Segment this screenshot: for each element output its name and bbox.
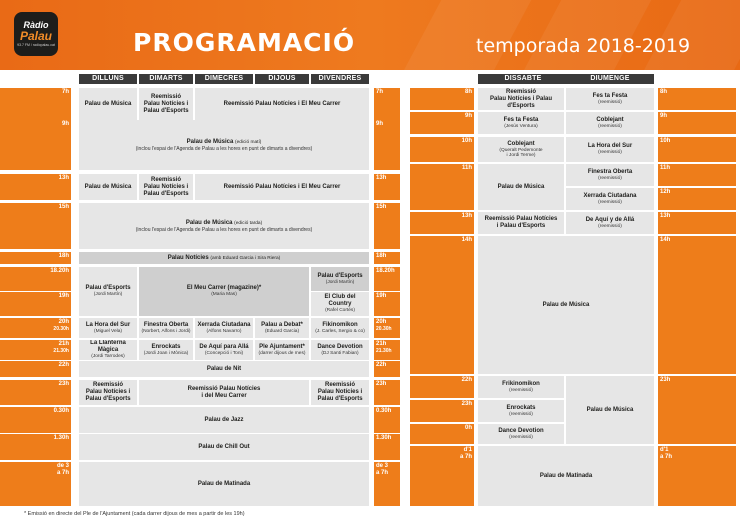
time-slot-22h-right: 22h (374, 361, 400, 377)
time-slot-21h: 21h 21.30h (0, 340, 71, 360)
time-slot-23h-right: 23h (658, 376, 736, 444)
time-slot-10h: 10h (410, 137, 474, 162)
program-reemissio-noticies-carrer: Reemissió Palau Notícies i del Meu Carrer (139, 380, 309, 405)
time-slot-15h-right: 15h (374, 203, 400, 249)
time-slot-1h: d'1 a 7h (410, 446, 474, 506)
time-slot-22h: 22h (0, 361, 71, 377)
program-finestra-oberta: Finestra Oberta (Norbert, Alfons i Jordi) (139, 318, 193, 338)
time-slot-13h: 13h (410, 212, 474, 234)
time-slot-18h: 18h (0, 252, 71, 264)
time-slot-23h: 23h (0, 380, 71, 405)
weekend-schedule (406, 72, 740, 508)
time-slot-13h: 13h (0, 174, 71, 200)
program-palau-d-esports: Palau d'Esports (Jordi Martín) (311, 267, 369, 291)
program-finestra-oberta: Finestra Oberta (reemissió) (566, 164, 654, 186)
time-slot-3h: de 3 a 7h (0, 462, 71, 506)
program-frikinomikon: Frikinomikon (reemissió) (478, 376, 564, 398)
logo-line-3: 93.7 FM / radiopalau.cat (17, 42, 55, 47)
program-palau-de-musica-tarda: Palau de Música (edició tarda) (inclou l'espai de l'Agenda de Palau a les hores en punt de dimarts a divendres) (79, 203, 369, 249)
radio-palau-logo (14, 12, 58, 56)
time-slot-23h-right: 23h (374, 380, 400, 405)
program-reemissio-noticies-esports: Reemissió Palau Notícies i Palau d'Esports (311, 380, 369, 405)
time-slot-030h: 0.30h (0, 407, 71, 433)
time-slot-8h: 8h (410, 88, 474, 110)
program-dance-devotion: Dance Devotion (DJ Santi Fabian) (311, 340, 369, 360)
program-palau-de-musica: Palau de Música (478, 164, 564, 210)
program-palau-de-nit: Palau de Nit (79, 361, 369, 377)
program-la-hora-del-sur: La Hora del Sur (reemissió) (566, 137, 654, 162)
time-slot-11h-right: 11h (658, 164, 736, 186)
time-slot-23h: 23h (410, 400, 474, 422)
time-slot-9h: 9h (410, 112, 474, 134)
program-palau-de-matinada: Palau de Matinada (79, 462, 369, 506)
time-slot-22h: 22h (410, 376, 474, 398)
program-reemissio-noticies-esports: Reemissió Palau Notícies i Palau d'Esports (139, 174, 193, 200)
program-de-aqui-para-alla: De Aquí para Allá (Concepció i Toni) (195, 340, 253, 360)
page-title: PROGRAMACIÓ (133, 28, 356, 57)
program-dance-devotion: Dance Devotion (reemissió) (478, 424, 564, 444)
time-slot-20h-right: 20h 20.30h (374, 318, 400, 338)
time-slot-030h-right: 0.30h (374, 407, 400, 433)
program-fes-ta-festa: Fes ta Festa (Jesús Ventura) (478, 112, 564, 134)
program-reemissio-noticies-esports: Reemissió Palau Notícies i Palau d'Esports (139, 88, 193, 120)
program-palau-de-musica-mati: Palau de Música (edició matí) (inclou l'espai de l'Agenda de Palau a les hores en punt de dimarts a divendres) (79, 120, 369, 170)
program-reemissio-noticies-carrer: Reemissió Palau Notícies i El Meu Carrer (195, 88, 369, 120)
time-slot-9h-right: 9h (374, 120, 400, 170)
program-coblejant: Coblejant (Queralt Pedemonte i Jordi Terme) (478, 137, 564, 162)
program-el-club-del-country: El Club del Country (Rafel Cortés) (311, 292, 369, 316)
program-reemissio-noticies-esports: Reemissió Palau Notícies i Palau d'Esports (79, 380, 137, 405)
time-slot-1h-right: d'1 a 7h (658, 446, 736, 506)
day-header-monday: DILLUNS (79, 74, 137, 84)
time-slot-3h-right: de 3 a 7h (374, 462, 400, 506)
time-slot-7h-right: 7h (374, 88, 400, 120)
time-slot-1820h-right: 18.20h (374, 267, 400, 291)
time-slot-10h-right: 10h (658, 137, 736, 162)
time-slot-18h-right: 18h (374, 252, 400, 264)
logo-line-1: Ràdio (23, 19, 49, 30)
time-slot-13h-right: 13h (658, 212, 736, 234)
program-enrockats: Enrockats (reemissió) (478, 400, 564, 422)
day-header-sunday: DIUMENGE (566, 74, 654, 84)
time-slot-130h-right: 1.30h (374, 434, 400, 460)
program-reemissio-noticies-carrer: Reemissió Palau Notícies i El Meu Carrer (195, 174, 369, 200)
program-ple-ajuntament: Ple Ajuntament* (darrer dijous de mes) (255, 340, 309, 360)
time-slot-0h: 0h (410, 424, 474, 444)
logo-line-2: Palau (19, 28, 52, 43)
program-palau-de-jazz: Palau de Jazz (79, 407, 369, 433)
header-banner (0, 0, 740, 70)
program-palau-d-esports: Palau d'Esports (Jordi Martín) (79, 267, 137, 316)
day-header-wednesday: DIMECRES (195, 74, 253, 84)
program-reemissio-noticies-esports: Reemissió Palau Notícies i Palau d'Esports (478, 212, 564, 234)
time-slot-9h: 9h (0, 120, 71, 170)
program-la-hora-del-sur: La Hora del Sur (Miguel Vela) (79, 318, 137, 338)
program-de-aqui-y-de-alla: De Aquí y de Allá (reemissió) (566, 212, 654, 234)
program-palau-de-musica: Palau de Música (79, 88, 137, 120)
program-xerrada-ciutadana: Xerrada Ciutadana (reemissió) (566, 188, 654, 210)
time-slot-8h-right: 8h (658, 88, 736, 110)
program-el-meu-carrer: El Meu Carrer (magazine)* (Maria Mas) (139, 267, 309, 316)
program-palau-de-musica: Palau de Música (79, 174, 137, 200)
day-header-thursday: DIJOUS (255, 74, 309, 84)
weekday-schedule (0, 72, 400, 508)
time-slot-20h: 20h 20.30h (0, 318, 71, 338)
program-fikinomikon: Fikinomikon (J. Carles, Sergio & co) (311, 318, 369, 338)
program-palau-a-debat: Palau a Debat* (Eduard Garcia) (255, 318, 309, 338)
program-fes-ta-festa: Fes ta Festa (reemissió) (566, 88, 654, 110)
time-slot-1820h: 18.20h (0, 267, 71, 291)
time-slot-14h-right: 14h (658, 236, 736, 374)
program-la-llanterna-magica: La Llanterna Màgica (Jordi Tarrodes) (79, 340, 137, 360)
program-xerrada-ciutadana: Xerrada Ciutadana (Alfons Navarro) (195, 318, 253, 338)
time-slot-21h-right: 21h 21.30h (374, 340, 400, 360)
time-slot-14h: 14h (410, 236, 474, 374)
time-slot-11h: 11h (410, 164, 474, 210)
time-slot-15h: 15h (0, 203, 71, 249)
day-header-friday: DIVENDRES (311, 74, 369, 84)
program-palau-de-chill-out: Palau de Chill Out (79, 434, 369, 460)
time-slot-12h-right: 12h (658, 188, 736, 210)
day-header-saturday: DISSABTE (478, 74, 568, 84)
day-header-tuesday: DIMARTS (139, 74, 193, 84)
program-palau-de-matinada: Palau de Matinada (478, 446, 654, 506)
time-slot-130h: 1.30h (0, 434, 71, 460)
program-coblejant: Coblejant (reemissió) (566, 112, 654, 134)
program-palau-noticies: Palau Notícies (amb Eduard Garcia i Sira Riera) (79, 252, 369, 264)
program-palau-de-musica: Palau de Música (478, 236, 654, 374)
time-slot-9h-right: 9h (658, 112, 736, 134)
footnote: * Emissió en directe del Ple de l'Ajuntament (cada darrer dijous de mes a partir de les 19h) (24, 511, 245, 517)
season-label: temporada 2018-2019 (476, 35, 691, 57)
time-slot-19h-right: 19h (374, 292, 400, 316)
time-slot-7h: 7h (0, 88, 71, 120)
time-slot-19h: 19h (0, 292, 71, 316)
time-slot-13h-right: 13h (374, 174, 400, 200)
program-palau-de-musica: Palau de Música (566, 376, 654, 444)
program-enrockats: Enrockats (Jordi Joan i Mònica) (139, 340, 193, 360)
program-reemissio-noticies-esports: Reemissió Palau Notícies i Palau d'Esports (478, 88, 564, 110)
